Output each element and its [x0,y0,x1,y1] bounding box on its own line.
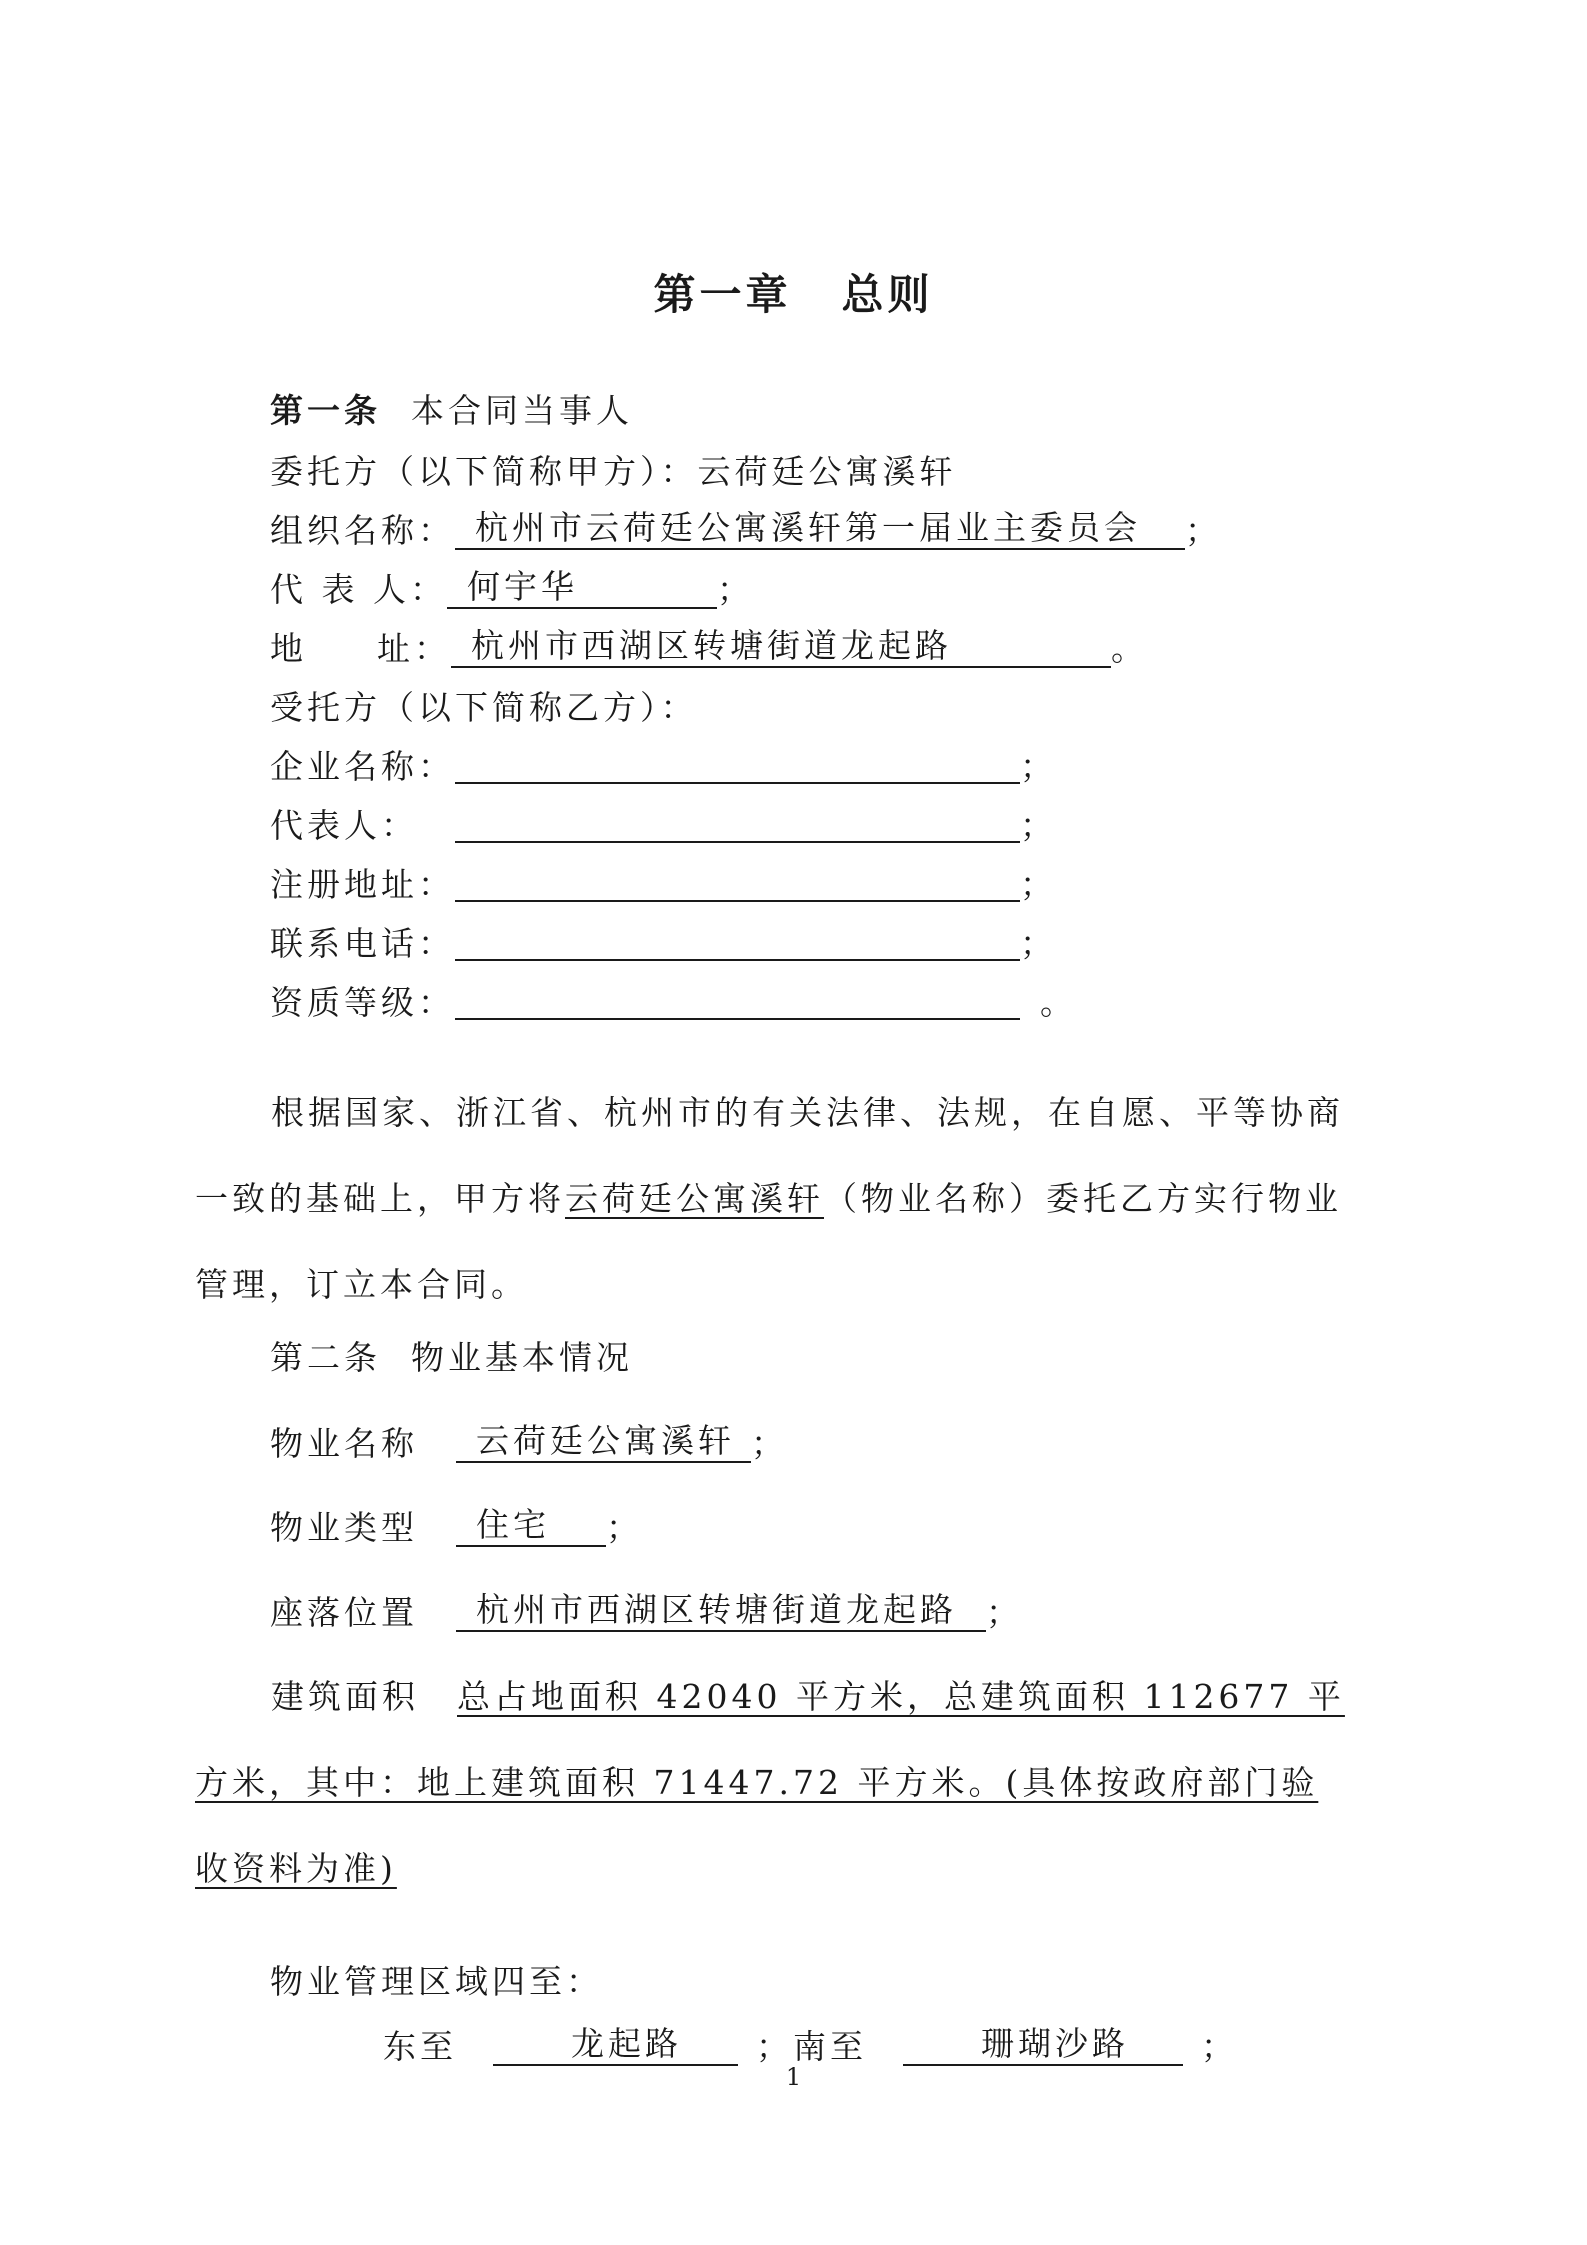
representative-line [270,567,754,612]
semicolon: ； [756,2027,793,2066]
address-field [451,626,1111,668]
b-address-label: 注册地址： [270,865,455,904]
semicolon: ； [1020,865,1057,904]
b-phone-line [270,922,1057,966]
south-label: 南至 [793,2027,867,2066]
east-field [493,2024,738,2066]
article1-heading: 第一条 [270,391,381,430]
property-name-value: 云荷廷公寓溪轩 [476,1421,735,1460]
south-value: 珊瑚沙路 [981,2024,1129,2063]
period: 。 [1111,629,1148,668]
b-representative-line [270,804,1057,848]
property-name-label: 物业名称 [270,1424,418,1463]
location-field [456,1590,986,1632]
party-b-intro: 受托方（以下简称乙方）： [270,688,698,727]
article2-heading-line [270,1336,633,1380]
semicolon: ； [1020,806,1057,845]
east-label: 东至 [383,2027,457,2066]
semicolon: ； [1201,2027,1238,2066]
semicolon: ； [986,1593,1023,1632]
period: 。 [1040,983,1077,1022]
address-line [270,626,1148,671]
b-representative-label: 代表人： [270,806,418,845]
representative-value: 何宇华 [466,567,578,606]
semicolon: ； [606,1508,643,1547]
page-number: 1 [785,2063,802,2091]
building-area-value: 总占地面积 42040 平方米，总建筑面积 112677 平方米，其中：地上建筑面积 71447.72 平方米。(具体按政府部门验收资料为准) [195,1677,1345,1888]
representative-label: 代 表 人： [270,570,447,609]
semicolon: ； [716,570,754,609]
semicolon: ； [1020,924,1057,963]
b-phone-blank[interactable] [455,923,1020,961]
semicolon: ； [751,1424,788,1463]
article2-heading: 第二条 [270,1338,381,1377]
intro-paragraph [195,1070,1355,1328]
intro-property-name: 云荷廷公寓溪轩 [565,1179,824,1218]
address-label-a: 地 [270,629,307,668]
property-type-line [270,1505,643,1550]
b-qualification-label: 资质等级： [270,983,455,1022]
chapter-name: 总则 [841,270,934,319]
org-name-line [270,508,1222,553]
property-type-label: 物业类型 [270,1508,418,1547]
b-address-line [270,863,1057,907]
b-phone-label: 联系电话： [270,924,455,963]
property-name-line [270,1421,788,1466]
b-representative-blank[interactable] [455,805,1020,843]
b-company-blank[interactable] [455,746,1020,784]
semicolon: ； [1185,511,1222,550]
boundary-title: 物业管理区域四至： [270,1962,603,2001]
address-label-b: 址： [377,629,451,668]
b-address-blank[interactable] [455,864,1020,902]
chapter-title [0,262,1587,322]
south-field [903,2024,1183,2066]
building-area-paragraph [195,1654,1355,1912]
property-type-value: 住宅 [476,1505,550,1544]
representative-field [447,567,717,609]
semicolon: ； [1020,747,1057,786]
article2-title: 物业基本情况 [411,1338,633,1377]
b-company-label: 企业名称： [270,747,455,786]
party-a-intro: 委托方（以下简称甲方）：云荷廷公寓溪轩 [270,452,957,491]
org-name-field [455,508,1185,550]
location-value: 杭州市西湖区转塘街道龙起路 [476,1590,957,1629]
intro-text-1: 根据国家、浙江省、杭州市的有关法律、法规，在自愿、平等协商一致的基础上，甲方将 [195,1093,1344,1218]
building-area-label: 建筑面积 [271,1677,419,1716]
property-name-field [456,1421,751,1463]
address-value: 杭州市西湖区转塘街道龙起路 [471,626,952,665]
b-company-line [270,745,1057,789]
b-qualification-blank[interactable] [455,982,1020,1020]
chapter-number: 第一章 [653,270,792,319]
org-name-value: 杭州市云荷廷公寓溪轩第一届业主委员会 [475,508,1141,547]
location-label: 座落位置 [270,1593,418,1632]
article1-heading-line [270,389,633,433]
article1-title: 本合同当事人 [411,391,633,430]
location-line [270,1590,1023,1635]
property-type-field [456,1505,606,1547]
intro-text-2: （物业名称）委托乙方实行物业管理，订立本合同。 [195,1179,1342,1304]
east-value: 龙起路 [571,2024,682,2063]
org-name-label: 组织名称： [270,511,455,550]
b-qualification-line [270,981,1077,1025]
